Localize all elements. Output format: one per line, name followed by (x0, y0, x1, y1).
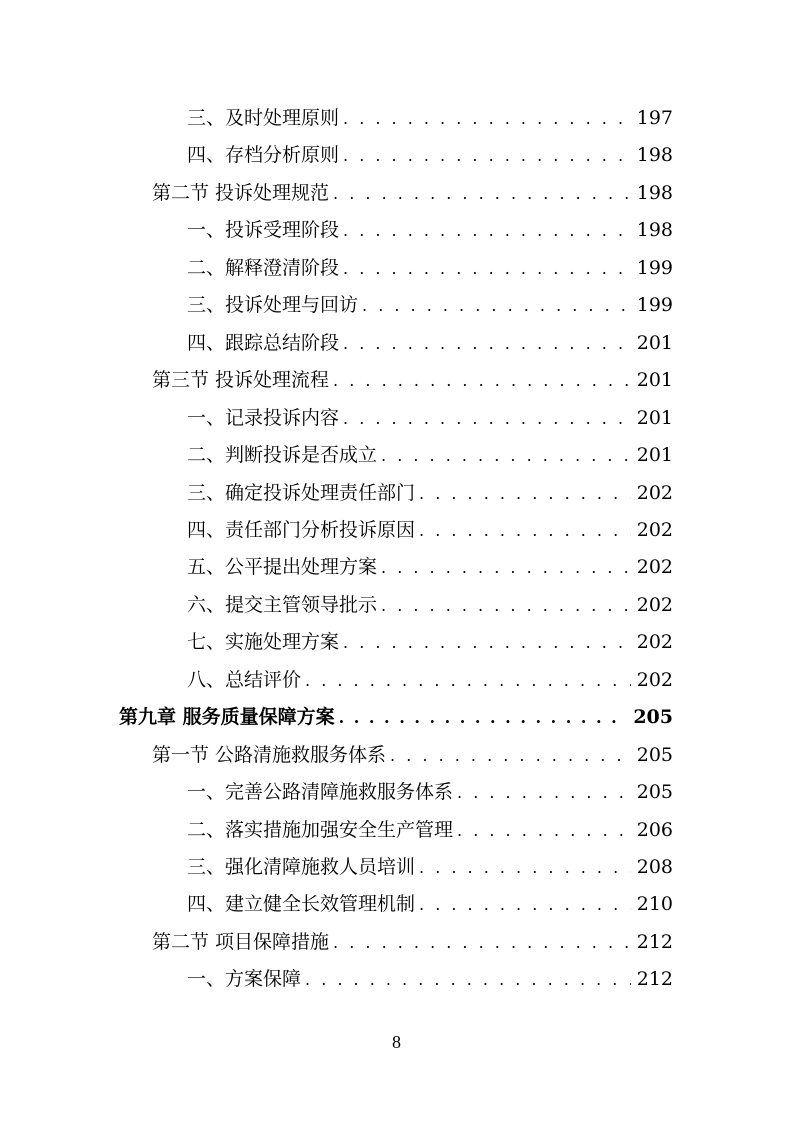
toc-entry[interactable] (187, 250, 673, 287)
toc-entry[interactable] (187, 212, 673, 249)
toc-entry-page: 198 (636, 144, 673, 167)
toc-entry[interactable] (187, 849, 673, 886)
toc-entry-title: 一、记录投诉内容 (187, 406, 340, 429)
toc-entry-title: 一、方案保障 (187, 968, 302, 991)
toc-entry-page: 205 (633, 706, 673, 729)
toc-entry[interactable] (152, 362, 673, 399)
dot-leader (343, 100, 631, 137)
toc-entry[interactable] (187, 587, 673, 624)
dot-leader (339, 699, 628, 736)
toc-entry[interactable] (187, 137, 673, 174)
page-number: 8 (392, 1032, 401, 1052)
toc-entry-title: 七、实施处理方案 (187, 631, 340, 654)
toc-entry-title: 六、提交主管领导批示 (187, 593, 378, 616)
toc-entry-title: 四、责任部门分析投诉原因 (187, 518, 416, 541)
toc-entry-title: 三、及时处理原则 (187, 107, 340, 129)
toc-entry[interactable] (152, 175, 673, 212)
toc-entry-title: 三、强化清障施救人员培训 (187, 856, 416, 878)
toc-entry-page: 199 (636, 256, 673, 279)
dot-leader (381, 549, 631, 586)
toc-entry[interactable] (187, 512, 673, 549)
toc-entry[interactable] (187, 325, 673, 362)
toc-entry[interactable] (187, 400, 673, 437)
dot-leader (343, 212, 631, 249)
toc-entry-page: 205 (636, 743, 673, 766)
toc-entry-page: 205 (636, 781, 673, 804)
dot-leader (457, 812, 631, 849)
toc-entry-page: 202 (636, 593, 673, 616)
toc-entry-title: 四、存档分析原则 (187, 144, 340, 167)
toc-entry[interactable] (119, 699, 673, 736)
toc-entry-title: 二、解释澄清阶段 (187, 256, 340, 279)
dot-leader (419, 886, 631, 923)
toc-entry-title: 第二节 项目保障措施 (152, 930, 330, 953)
toc-entry-page: 206 (636, 818, 673, 841)
toc-entry-page: 198 (636, 181, 673, 204)
toc-entry-page: 208 (636, 856, 673, 878)
dot-leader (419, 475, 631, 512)
toc-entry-page: 202 (636, 668, 673, 691)
toc-entry-page: 201 (636, 444, 673, 467)
dot-leader (381, 437, 631, 474)
toc-entry-page: 202 (636, 518, 673, 541)
toc-entry-title: 二、落实措施加强安全生产管理 (187, 818, 454, 841)
toc-entry[interactable] (187, 287, 673, 324)
toc-entry-page: 212 (636, 930, 673, 953)
toc-entry-title: 第一节 公路清施救服务体系 (152, 743, 387, 766)
toc-entry-page: 201 (636, 331, 673, 354)
toc-entry[interactable] (187, 662, 673, 699)
toc-entry-title: 一、投诉受理阶段 (187, 219, 340, 242)
dot-leader (381, 587, 631, 624)
dot-leader (419, 849, 631, 886)
dot-leader (343, 137, 631, 174)
toc-entry[interactable] (152, 924, 673, 961)
toc-entry-page: 201 (636, 406, 673, 429)
toc-entry[interactable] (187, 961, 673, 998)
toc-entry[interactable] (187, 886, 673, 923)
dot-leader (343, 624, 631, 661)
toc-entry[interactable] (187, 475, 673, 512)
toc-entry[interactable] (187, 812, 673, 849)
dot-leader (333, 362, 631, 399)
toc-entry-title: 二、判断投诉是否成立 (187, 444, 378, 467)
toc-entry-title: 四、建立健全长效管理机制 (187, 893, 416, 916)
dot-leader (419, 512, 631, 549)
toc-entry-title: 三、投诉处理与回访 (187, 294, 359, 317)
dot-leader (457, 774, 631, 811)
dot-leader (305, 961, 631, 998)
toc-entry-title: 五、公平提出处理方案 (187, 556, 378, 579)
dot-leader (305, 662, 631, 699)
dot-leader (390, 737, 631, 774)
toc-entry-page: 198 (636, 219, 673, 242)
toc-entry-title: 四、跟踪总结阶段 (187, 331, 340, 354)
dot-leader (333, 924, 631, 961)
dot-leader (343, 400, 631, 437)
dot-leader (343, 325, 631, 362)
toc-entry-title: 一、完善公路清障施救服务体系 (187, 781, 454, 804)
toc-entry[interactable] (187, 774, 673, 811)
toc-entry-title: 第二节 投诉处理规范 (152, 181, 330, 204)
toc-entry[interactable] (187, 549, 673, 586)
toc-entry-title: 三、确定投诉处理责任部门 (187, 481, 416, 504)
toc-entry[interactable] (187, 624, 673, 661)
toc-entry-title: 第九章 服务质量保障方案 (119, 706, 335, 729)
toc-entry-page: 197 (636, 107, 673, 129)
dot-leader (343, 250, 631, 287)
toc-entry-title: 第三节 投诉处理流程 (152, 369, 330, 392)
toc-entry-title: 八、总结评价 (187, 668, 302, 691)
toc-entry[interactable] (152, 737, 673, 774)
toc-entry-page: 202 (636, 556, 673, 579)
toc-entry-page: 199 (636, 294, 673, 317)
toc-entry-page: 202 (636, 631, 673, 654)
toc-entry-page: 202 (636, 481, 673, 504)
dot-leader (333, 175, 631, 212)
toc-entry[interactable] (187, 437, 673, 474)
toc-entry-page: 210 (636, 893, 673, 916)
toc-entry[interactable] (187, 100, 673, 137)
dot-leader (362, 287, 631, 324)
toc-entry-page: 201 (636, 369, 673, 392)
toc-entry-page: 212 (636, 968, 673, 991)
